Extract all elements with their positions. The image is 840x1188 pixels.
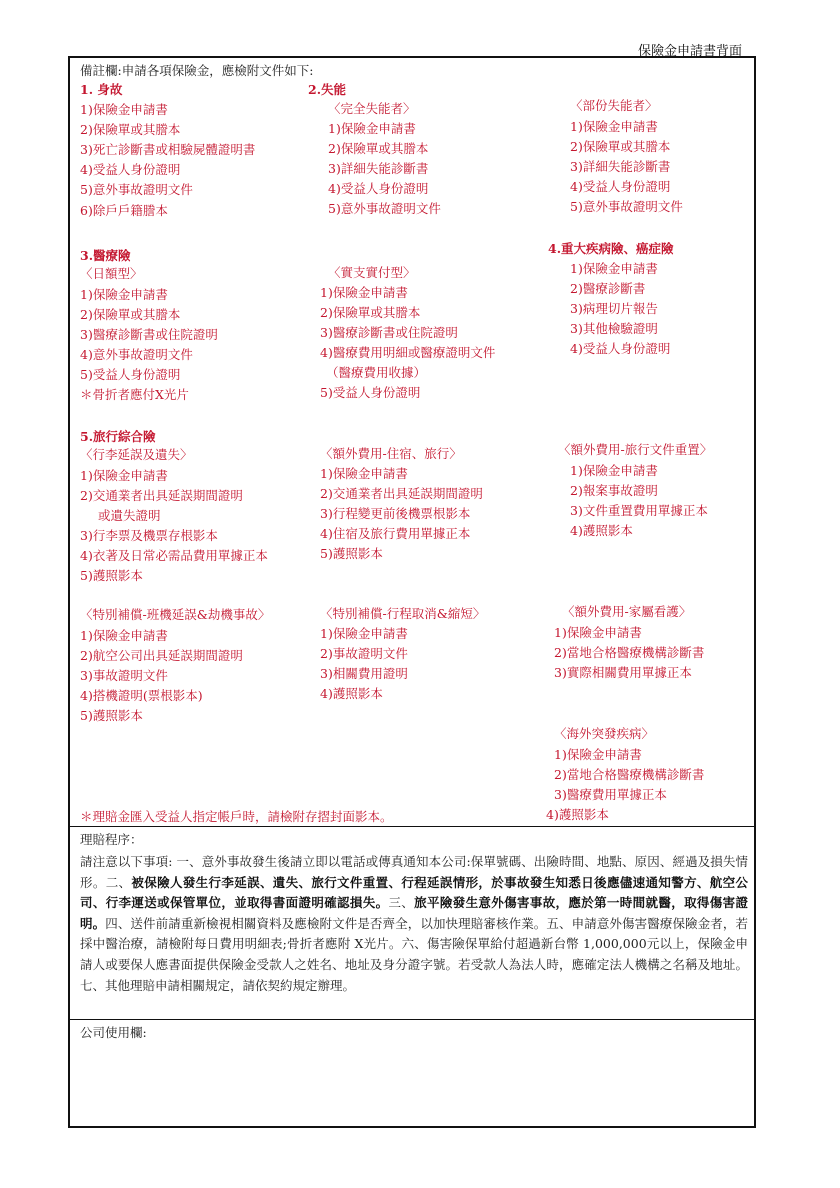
list-item: 5)護照影本 xyxy=(80,708,143,723)
medical-title: 3.醫療險 xyxy=(80,248,131,263)
list-item: 2)保險單或其謄本 xyxy=(570,139,671,154)
list-item: 2)報案事故證明 xyxy=(570,483,658,498)
list-item: 3)醫療費用單據正本 xyxy=(554,787,667,802)
claims-text-bold: 被保險人發生行李延誤、遺失、旅行文件重置、行程延誤情形，於事故發生知悉日後應儘速通知警方、航空公司、行李運送或保管單位，並取得書面證明確認損失。 xyxy=(80,874,748,911)
travel-group-title: 〈額外費用-住宿、旅行〉 xyxy=(320,446,462,461)
list-item: 4)受益人身份證明 xyxy=(570,179,671,194)
list-item: 3)文件重置費用單據正本 xyxy=(570,503,708,518)
list-item: 1)保險金申請書 xyxy=(320,626,408,641)
claims-text-part: 四、送件前請重新檢視相關資料及應檢附文件是否齊全，以加快理賠審核作業。五、申請意外傷害醫療保險金者，若採中醫治療，請檢附每日費用明細表;骨折者應附 X光片。六、傷害險保單給付超過新台幣 1,000,000元以上，保險金申請人或要保人應書面提供保險金受款人之姓名、地址及身分證字號。若受款人為法人時，應確定法人機構之名稱及地址。七、其他理賠申請相關規定，請依契約規定辦理。 xyxy=(80,915,748,993)
list-item: 1)保險金申請書 xyxy=(320,285,408,300)
list-item: 5)受益人身份證明 xyxy=(320,385,421,400)
list-item: 4)受益人身份證明 xyxy=(328,181,429,196)
notes-intro: 備註欄:申請各項保險金，應檢附文件如下: xyxy=(80,63,314,78)
company-use-label: 公司使用欄: xyxy=(80,1025,147,1040)
list-item: 3)病理切片報告 xyxy=(570,301,658,316)
claims-text-part: 請注意以下事項: 一、意外事故發生後請立即以電話或傳真通知本公司:保單號碼、出險時間、地點、原因、經過及損失情形。二、 xyxy=(80,854,748,890)
list-item: 2)航空公司出具延誤期間證明 xyxy=(80,648,243,663)
list-item: 1)保險金申請書 xyxy=(320,466,408,481)
list-item: 或遺失證明 xyxy=(98,508,161,523)
list-item: 2)事故證明文件 xyxy=(320,646,408,661)
list-item: 5)意外事故證明文件 xyxy=(570,199,683,214)
claims-title: 理賠程序： xyxy=(80,832,143,847)
list-item: 4)護照影本 xyxy=(570,523,633,538)
travel-group-title: 〈特別補償-班機延誤&劫機事故〉 xyxy=(80,607,271,622)
disability-total-title: 〈完全失能者〉 xyxy=(328,101,416,116)
list-item: 4)衣著及日常必需品費用單據正本 xyxy=(80,548,268,563)
list-item: 2)保險單或其謄本 xyxy=(328,141,429,156)
death-title: 1. 身故 xyxy=(80,82,123,97)
list-item: 2)交通業者出具延誤期間證明 xyxy=(80,488,243,503)
list-item: 1)保險金申請書 xyxy=(554,747,642,762)
claims-text-part: 三、 xyxy=(388,895,415,911)
list-item: （醫療費用收據） xyxy=(326,365,427,380)
claims-text-bold: 旅平險發生意外傷害事故，應於第一時間就醫，取得傷害證明。 xyxy=(80,895,748,931)
list-item: 5)護照影本 xyxy=(80,568,143,583)
list-item: 4)搭機證明(票根影本) xyxy=(80,688,203,703)
disability-partial-title: 〈部份失能者〉 xyxy=(570,98,658,113)
list-item: 3)其他檢驗證明 xyxy=(570,321,658,336)
list-item: 5)護照影本 xyxy=(320,546,383,561)
list-item: 4)醫療費用明細或醫療證明文件 xyxy=(320,345,496,360)
list-item: 1)保險金申請書 xyxy=(80,628,168,643)
list-item: 4)住宿及旅行費用單據正本 xyxy=(320,526,471,541)
page-header-title: 保險金申請書背面 xyxy=(637,44,742,59)
list-item: 2)交通業者出具延誤期間證明 xyxy=(320,486,483,501)
list-item: 1)保險金申請書 xyxy=(554,625,642,640)
list-item: 3)醫療診斷書或住院證明 xyxy=(320,325,458,340)
list-item: 4)意外事故證明文件 xyxy=(80,347,193,362)
list-item: 1)保險金申請書 xyxy=(80,468,168,483)
list-item: 2)當地合格醫療機構診斷書 xyxy=(554,645,705,660)
disability-title: 2.失能 xyxy=(308,82,347,97)
notes-section xyxy=(70,58,754,827)
claims-procedure-section xyxy=(70,826,754,1020)
list-item: 3)詳細失能診斷書 xyxy=(570,159,671,174)
travel-group-title: 〈額外費用-家屬看護〉 xyxy=(562,604,692,619)
list-item: 5)受益人身份證明 xyxy=(80,367,181,382)
critical-title: 4.重大疾病險、癌症險 xyxy=(548,241,674,256)
list-item: 3)醫療診斷書或住院證明 xyxy=(80,327,218,342)
remit-note: ＊理賠金匯入受益人指定帳戶時，請檢附存摺封面影本。 xyxy=(80,809,393,824)
medical-daily-title: 〈日額型〉 xyxy=(80,266,143,281)
list-item: 2)醫療診斷書 xyxy=(570,281,646,296)
list-item: 2)保險單或其謄本 xyxy=(80,307,181,322)
list-item: 2)當地合格醫療機構診斷書 xyxy=(554,767,705,782)
list-item: 3)行程變更前後機票根影本 xyxy=(320,506,471,521)
travel-group-title: 〈特別補償-行程取消&縮短〉 xyxy=(320,606,486,621)
medical-actual-title: 〈實支實付型〉 xyxy=(328,265,416,280)
list-item: 2)保險單或其謄本 xyxy=(80,122,181,137)
list-item: ＊骨折者應付X光片 xyxy=(80,387,189,402)
list-item: 3)實際相關費用單據正本 xyxy=(554,665,692,680)
list-item: 4)護照影本 xyxy=(546,807,609,822)
company-use-section xyxy=(70,1019,754,1126)
list-item: 3)事故證明文件 xyxy=(80,668,168,683)
travel-group-title: 〈行李延誤及遺失〉 xyxy=(80,447,193,462)
travel-title: 5.旅行綜合險 xyxy=(80,429,156,444)
list-item: 5)意外事故證明文件 xyxy=(80,182,193,197)
list-item: 3)死亡診斷書或相驗屍體證明書 xyxy=(80,142,256,157)
list-item: 4)護照影本 xyxy=(320,686,383,701)
list-item: 1)保險金申請書 xyxy=(80,102,168,117)
claims-text xyxy=(80,852,748,996)
list-item: 3)詳細失能診斷書 xyxy=(328,161,429,176)
list-item: 6)除戶戶籍謄本 xyxy=(80,203,168,218)
list-item: 4)受益人身份證明 xyxy=(80,162,181,177)
list-item: 4)受益人身份證明 xyxy=(570,341,671,356)
travel-group-title: 〈額外費用-旅行文件重置〉 xyxy=(558,442,713,457)
travel-group-title: 〈海外突發疾病〉 xyxy=(554,726,655,741)
claim-form-back xyxy=(68,56,756,1128)
list-item: 5)意外事故證明文件 xyxy=(328,201,441,216)
list-item: 1)保險金申請書 xyxy=(328,121,416,136)
list-item: 1)保險金申請書 xyxy=(80,287,168,302)
list-item: 2)保險單或其謄本 xyxy=(320,305,421,320)
list-item: 3)相關費用證明 xyxy=(320,666,408,681)
list-item: 3)行李票及機票存根影本 xyxy=(80,528,218,543)
list-item: 1)保險金申請書 xyxy=(570,261,658,276)
list-item: 1)保險金申請書 xyxy=(570,463,658,478)
list-item: 1)保險金申請書 xyxy=(570,119,658,134)
